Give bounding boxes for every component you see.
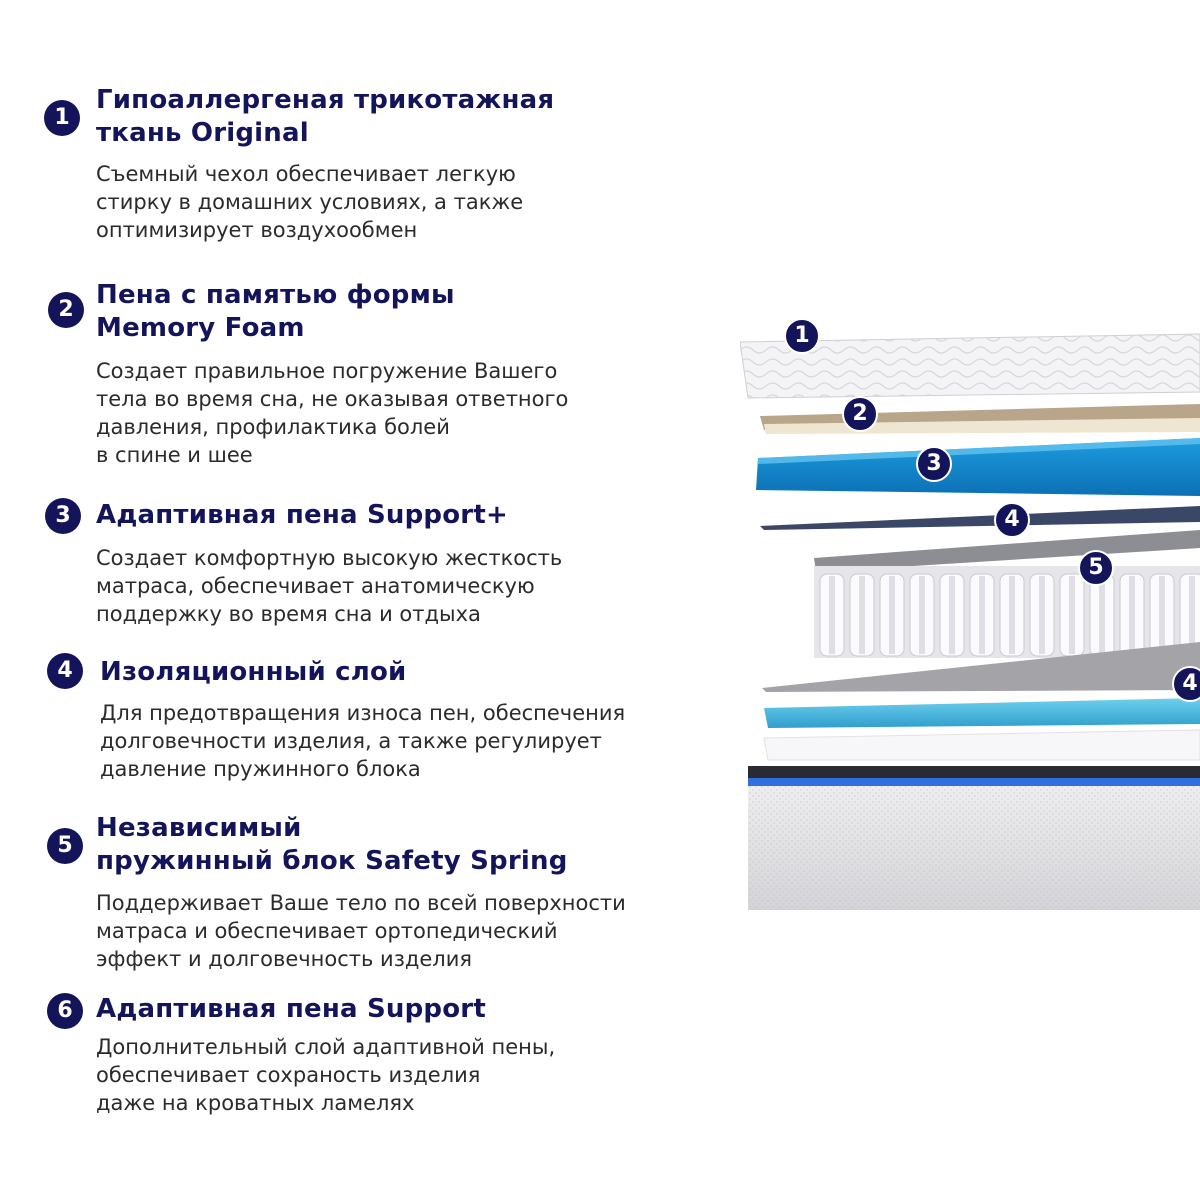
desc-line: Создает правильное погружение Вашего	[96, 359, 558, 383]
mattress-base-cover	[748, 766, 1200, 910]
title-line: ткань Original	[96, 118, 309, 148]
feature-title	[100, 656, 406, 689]
desc-line: матраса и обеспечивает ортопедический	[96, 919, 558, 943]
spring-pocket-seam	[949, 576, 955, 654]
title-line: пружинный блок Safety Spring	[96, 846, 568, 876]
title-line: Независимый	[96, 813, 302, 843]
number-badge-6: 6	[47, 993, 83, 1029]
mattress-layers-graphic	[740, 320, 1200, 940]
desc-line: оптимизирует воздухообмен	[96, 218, 418, 242]
title-line: Гипоаллергеная трикотажная	[96, 85, 555, 115]
desc-line: давления, профилактика болей	[96, 415, 450, 439]
feature-title	[96, 993, 486, 1026]
desc-line: стирку в домашних условиях, а также	[96, 190, 524, 214]
spring-pocket-seam	[1009, 576, 1015, 654]
feature-description	[100, 699, 625, 783]
spring-pocket-seam	[979, 576, 985, 654]
desc-line: даже на кроватных ламелях	[96, 1091, 415, 1115]
layer-3-support-plus-foam	[756, 438, 1200, 496]
desc-line: Дополнительный слой адаптивной пены,	[96, 1035, 556, 1059]
mattress-illustration	[740, 320, 1200, 940]
number-badge-3: 3	[45, 498, 81, 534]
spring-pocket-seam	[1069, 576, 1075, 654]
layer-6-support-foam	[764, 698, 1200, 728]
feature-description	[96, 160, 523, 244]
layer-5-spring-block	[814, 530, 1200, 658]
mattress-label-5: 5	[1078, 550, 1114, 586]
layer-white-foam	[764, 730, 1200, 760]
spring-pocket-seam	[1189, 576, 1195, 654]
layer-2-memory-foam	[760, 404, 1200, 434]
feature-title	[96, 84, 554, 150]
spring-pocket-seam	[889, 576, 895, 654]
number-badge-4: 4	[47, 653, 83, 689]
number-badge-1: 1	[44, 100, 80, 136]
feature-description	[96, 1033, 555, 1117]
spring-pocket-seam	[1129, 576, 1135, 654]
desc-line: тела во время сна, не оказывая ответного	[96, 387, 569, 411]
number-badge-2: 2	[48, 292, 84, 328]
feature-title	[96, 499, 508, 532]
mattress-label-3: 3	[916, 446, 952, 482]
desc-line: Создает комфортную высокую жесткость	[96, 546, 563, 570]
desc-line: поддержку во время сна и отдыха	[96, 602, 481, 626]
spring-pocket-seam	[1099, 576, 1105, 654]
desc-line: обеспечивает сохраность изделия	[96, 1063, 481, 1087]
title-line: Memory Foam	[96, 313, 305, 343]
mattress-label-4: 4	[994, 502, 1030, 538]
spring-pocket-seam	[859, 576, 865, 654]
mattress-label-1: 1	[784, 318, 820, 354]
desc-line: долговечности изделия, а также регулирует	[100, 729, 602, 753]
title-line: Пена с памятью формы	[96, 280, 455, 310]
desc-line: давление пружинного блока	[100, 757, 421, 781]
layer-4-insulation-top	[760, 506, 1200, 530]
desc-line: в спине и шее	[96, 443, 253, 467]
mattress-label-4-bottom: 4	[1172, 666, 1200, 702]
title-line: Адаптивная пена Support+	[96, 500, 508, 530]
title-line: Изоляционный слой	[100, 657, 407, 687]
spring-pocket-seam	[919, 576, 925, 654]
spring-pocket-seam	[829, 576, 835, 654]
desc-line: матраса, обеспечивает анатомическую	[96, 574, 535, 598]
desc-line: Поддерживает Ваше тело по всей поверхности	[96, 891, 626, 915]
desc-line: Для предотвращения износа пен, обеспечения	[100, 701, 626, 725]
spring-pocket-seam	[1039, 576, 1045, 654]
feature-description	[96, 357, 568, 469]
feature-description	[96, 889, 626, 973]
mattress-label-2: 2	[842, 396, 878, 432]
feature-title	[96, 279, 455, 345]
feature-title	[96, 812, 568, 878]
desc-line: эффект и долговечность изделия	[96, 947, 473, 971]
number-badge-5: 5	[47, 828, 83, 864]
spring-pocket-seam	[1159, 576, 1165, 654]
feature-description	[96, 544, 562, 628]
title-line: Адаптивная пена Support	[96, 994, 486, 1024]
desc-line: Съемный чехол обеспечивает легкую	[96, 162, 516, 186]
